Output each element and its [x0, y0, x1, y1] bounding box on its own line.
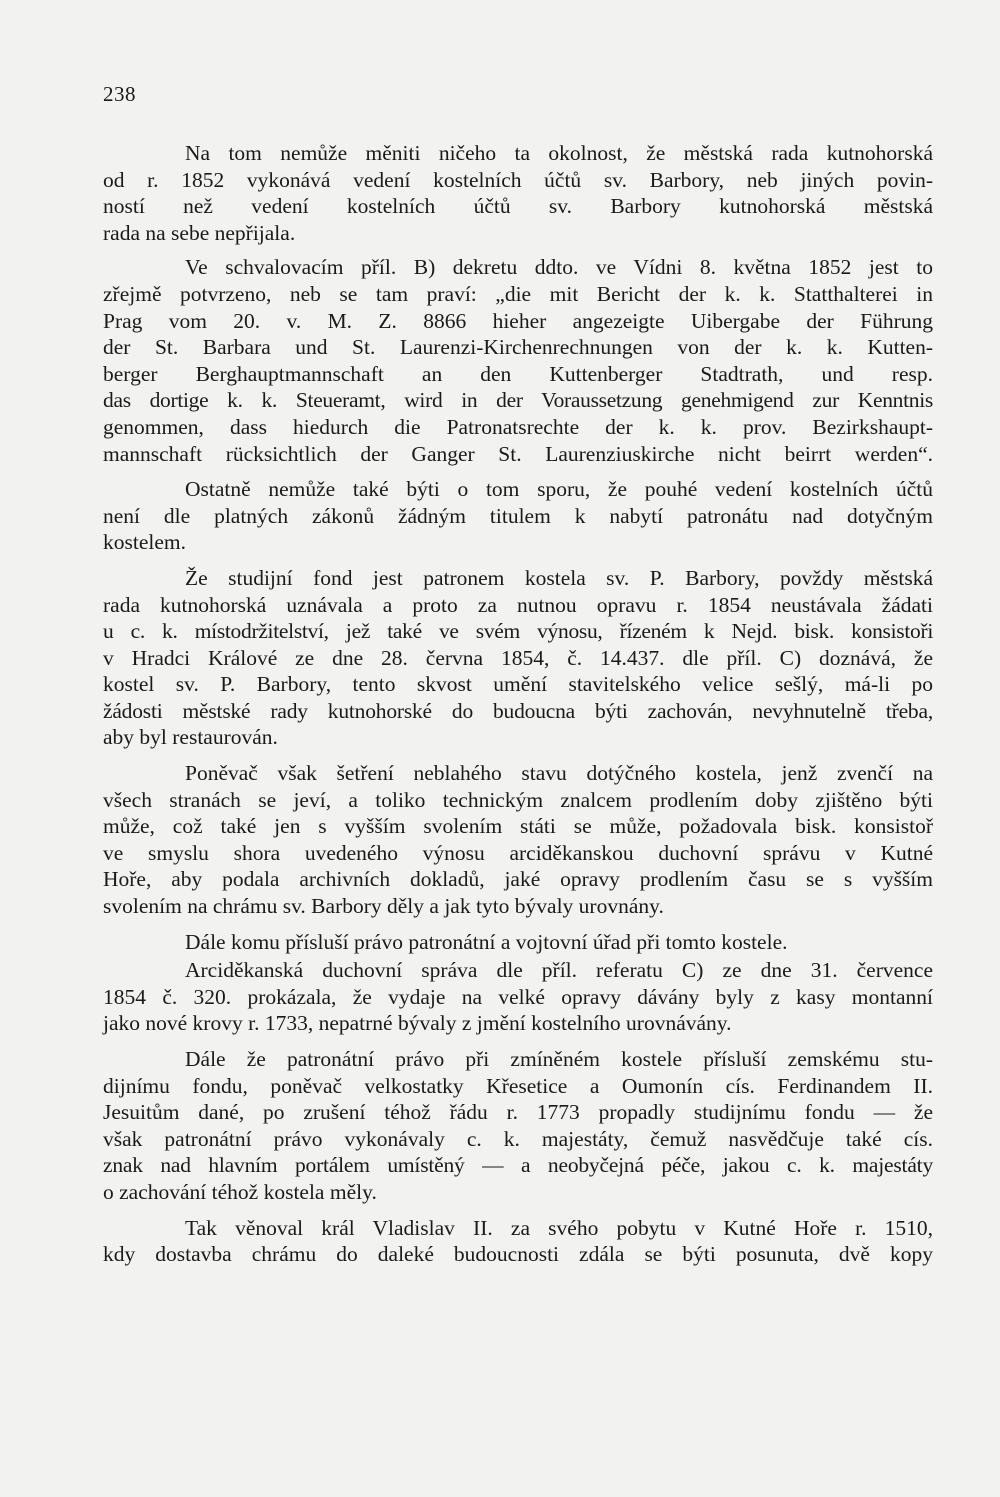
text-line: aby byl restaurován.: [103, 725, 278, 750]
paragraph: [103, 957, 933, 1037]
text-line: berger Berghauptmannschaft an den Kuttenberger Stadtrath, und resp.: [103, 361, 933, 386]
text-line: Arciděkanská duchovní správa dle příl. referatu C) ze dne 31. července: [185, 958, 933, 983]
paragraph: [103, 760, 933, 920]
text-line: genommen, dass hiedurch die Patronatsrechte der k. k. prov. Bezirkshaupt-: [103, 414, 933, 439]
text-line: Dále že patronátní právo při zmíněném kostele přísluší zemskému stu-: [185, 1047, 933, 1071]
text-line: znak nad hlavním portálem umístěný — a neobyčejná péče, jakou c. k. majestáty: [103, 1153, 933, 1178]
text-line: Poněvač však šetření neblahého stavu dotýčného kostela, jenž zvenčí na: [185, 761, 933, 786]
text-line: Dále komu přísluší právo patronátní a vojtovní úřad při tomto kostele.: [185, 929, 788, 954]
text-line: kdy dostavba chrámu do daleké budoucnosti zdála se býti posunuta, dvě kopy: [103, 1242, 933, 1267]
text-line: ve smyslu shora uvedeného výnosu arciděkanskou duchovní správu v Kutné: [103, 840, 933, 865]
text-line: od r. 1852 vykonává vedení kostelních účtů sv. Barbory, neb jiných povin-: [103, 167, 933, 192]
text-line: svolením na chrámu sv. Barbory děly a jak tyto bývaly urovnány.: [103, 894, 664, 919]
text-line: Jesuitům dané, po zrušení téhož řádu r. 1773 propadly studijnímu fondu — že: [103, 1100, 933, 1125]
text-line: v Hradci Králové ze dne 28. června 1854, č. 14.437. dle příl. C) doznává, že: [103, 645, 933, 670]
text-line: ností než vedení kostelních účtů sv. Barbory kutnohorská městská: [103, 194, 933, 219]
paragraph: [103, 1046, 933, 1206]
text-line: rada na sebe nepřijala.: [103, 220, 296, 245]
text-line: rada kutnohorská uznávala a proto za nutnou opravu r. 1854 neustávala žádati: [103, 592, 933, 617]
text-line: může, což také jen s vyšším svolením státi se může, požadovala bisk. konsistoř: [103, 814, 933, 839]
text-line: však patronátní právo vykonávaly c. k. majestáty, čemuž nasvědčuje také cís.: [103, 1126, 933, 1151]
body-text: [103, 140, 933, 1277]
text-line: kostelem.: [103, 530, 186, 555]
text-line: kostel sv. P. Barbory, tento skvost umění stavitelského velice sešlý, má-li po: [103, 672, 933, 697]
page-number: 238: [103, 82, 136, 106]
text-line: Prag vom 20. v. M. Z. 8866 hieher angezeigte Uibergabe der Führung: [103, 308, 933, 333]
paragraph: [103, 254, 933, 467]
text-line: zřejmě potvrzeno, neb se tam praví: „die mit Bericht der k. k. Statthalterei in: [103, 281, 933, 306]
paragraph: [103, 929, 933, 956]
text-line: Na tom nemůže měniti ničeho ta okolnost, že městská rada kutnohorská: [185, 141, 933, 165]
text-line: mannschaft rücksichtlich der Ganger St. Laurenziuskirche nicht beirrt werden“.: [103, 441, 933, 466]
text-line: žádosti městské rady kutnohorské do budoucna býti zachován, nevyhnutelně třeba,: [103, 698, 933, 723]
text-line: der St. Barbara und St. Laurenzi-Kirchenrechnungen von der k. k. Kutten-: [103, 335, 933, 360]
paragraph: [103, 565, 933, 751]
paragraph: [103, 140, 933, 246]
text-line: das dortige k. k. Steueramt, wird in der Voraussetzung genehmigend zur Kenntnis: [103, 388, 933, 413]
text-line: všech stranách se jeví, a toliko technickým znalcem prodlením doby zjištěno býti: [103, 787, 933, 812]
text-line: Ostatně nemůže také býti o tom sporu, že pouhé vedení kostelních účtů: [185, 477, 933, 502]
text-line: 1854 č. 320. prokázala, že vydaje na velké opravy dávány byly z kasy montanní: [103, 984, 933, 1009]
text-line: jako nové krovy r. 1733, nepatrné bývaly z jmění kostelního urovnávány.: [103, 1011, 732, 1036]
text-line: Ve schvalovacím příl. B) dekretu ddto. ve Vídni 8. května 1852 jest to: [185, 255, 933, 280]
text-line: o zachování téhož kostela měly.: [103, 1179, 377, 1204]
text-line: u c. k. místodržitelství, jež také ve svém výnosu, řízeném k Nejd. bisk. konsistoři: [103, 619, 933, 644]
text-line: dijnímu fondu, poněvač velkostatky Křesetice a Oumonín cís. Ferdinandem II.: [103, 1073, 933, 1098]
paragraph: [103, 1215, 933, 1268]
text-line: není dle platných zákonů žádným titulem k nabytí patronátu nad dotyčným: [103, 503, 933, 528]
paragraph: [103, 476, 933, 556]
text-line: Že studijní fond jest patronem kostela sv. P. Barbory, povždy městská: [185, 565, 933, 590]
text-line: Tak věnoval král Vladislav II. za svého pobytu v Kutné Hoře r. 1510,: [185, 1215, 933, 1240]
text-line: Hoře, aby podala archivních dokladů, jaké opravy prodlením času se s vyšším: [103, 867, 933, 892]
